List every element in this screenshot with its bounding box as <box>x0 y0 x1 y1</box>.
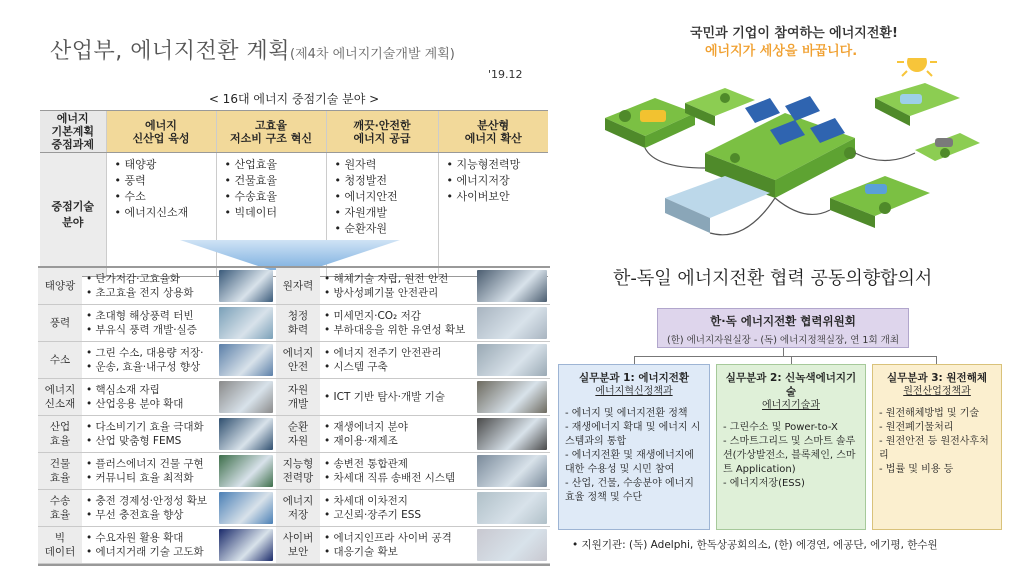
tech-item: • 부유식 풍력 개발·실증 <box>86 323 197 337</box>
tech-label-text: 에너지 안전 <box>282 347 314 373</box>
tech-photo-thumbnail <box>219 418 273 450</box>
tech-label-text: 순환 자원 <box>287 421 309 447</box>
working-group-1 <box>558 364 710 530</box>
areas-header-4 <box>438 111 548 153</box>
tech-label <box>38 490 82 527</box>
tech-item: • 커뮤니티 효율 최적화 <box>86 471 194 485</box>
tech-items <box>320 342 474 379</box>
tech-photo <box>474 342 550 379</box>
tech-item: • 차세대 이차전지 <box>324 494 408 508</box>
tech-item: • 재생에너지 분야 <box>324 420 408 434</box>
tech-item: • 충전 경제성·안정성 확보 <box>86 494 207 508</box>
areas-cell-list <box>447 157 545 205</box>
areas-header-4-text: 분산형 에너지 확산 <box>464 118 522 145</box>
tech-label-text: 빅 데이터 <box>44 532 76 558</box>
tech-photo <box>216 342 276 379</box>
areas-cell-item: • 자원개발 <box>335 205 434 221</box>
tech-label-text: 수소 <box>49 354 71 366</box>
tech-photo-thumbnail <box>477 492 547 524</box>
tech-label-text: 산업 효율 <box>49 421 71 447</box>
tech-item: • 차세대 직류 송배전 시스템 <box>324 471 455 485</box>
areas-cell-list <box>335 157 434 237</box>
tech-item: • 운송, 효율·내구성 향상 <box>86 360 200 374</box>
tech-item: • 그린 수소, 대용량 저장· <box>86 346 204 360</box>
tech-item: • 미세먼지·CO₂ 저감 <box>324 309 421 323</box>
working-group-dept: 에너지기술과 <box>762 400 820 411</box>
tech-label-text: 지능형 전력망 <box>282 458 314 484</box>
areas-cell-item: • 에너지안전 <box>335 189 434 205</box>
tech-label-text: 에너지 신소재 <box>44 384 76 410</box>
tech-label-text: 풍력 <box>49 317 71 329</box>
tech-photo <box>216 305 276 342</box>
tech-photo <box>474 490 550 527</box>
tech-items <box>320 453 474 490</box>
tech-item: • 고신뢰·장주기 ESS <box>324 508 421 522</box>
tech-items <box>320 305 474 342</box>
tech-photo <box>474 453 550 490</box>
tech-label <box>276 527 320 564</box>
energy-transition-illustration <box>585 58 985 250</box>
areas-header-2 <box>216 111 326 153</box>
page-title-main: 산업부, 에너지전환 계획 <box>50 39 291 64</box>
tech-item: • 부하대응을 위한 유연성 확보 <box>324 323 465 337</box>
car-icon <box>865 184 887 194</box>
connector-line <box>634 356 937 357</box>
tech-label <box>38 453 82 490</box>
tech-label <box>38 342 82 379</box>
tech-label <box>276 416 320 453</box>
tech-item: • 다소비기기 효율 극대화 <box>86 420 204 434</box>
areas-cell-item: • 원자력 <box>335 157 434 173</box>
areas-header-0 <box>40 111 106 153</box>
tech-photo-thumbnail <box>219 344 273 376</box>
tech-items <box>82 305 216 342</box>
areas-cell-list <box>225 157 322 221</box>
tech-item: • 대응기술 확보 <box>324 545 398 559</box>
tech-photo-thumbnail <box>219 492 273 524</box>
working-group-title: 실무분과 2: 신녹색에너지기술 <box>725 372 857 398</box>
tech-label <box>38 268 82 305</box>
areas-cell-item: • 수소 <box>115 189 212 205</box>
wind-turbines <box>785 58 831 103</box>
tech-label <box>276 490 320 527</box>
areas-cell-3 <box>438 153 548 277</box>
areas-header-1 <box>106 111 216 153</box>
tech-label <box>38 305 82 342</box>
areas-cell-item: • 순환자원 <box>335 221 434 237</box>
areas-cell-item: • 빅데이터 <box>225 205 322 221</box>
tech-photo <box>474 305 550 342</box>
tech-items <box>82 527 216 564</box>
sun-icon <box>897 58 937 76</box>
car-icon <box>900 94 922 104</box>
tech-photo <box>216 490 276 527</box>
connector-line <box>634 356 635 364</box>
banner-line-1: 국민과 기업이 참여하는 에너지전환! <box>690 26 898 41</box>
working-group-2 <box>716 364 866 530</box>
tech-item: • 에너지거래 기술 고도화 <box>86 545 204 559</box>
tech-photo-thumbnail <box>477 418 547 450</box>
tech-label <box>276 379 320 416</box>
tech-items <box>320 490 474 527</box>
tech-photo-thumbnail <box>477 344 547 376</box>
support-agencies-note: • 지원기관: (독) Adelphi, 한독상공회의소, (한) 에경연, 에공단, 에기평, 한수원 <box>572 539 938 551</box>
tech-label <box>38 416 82 453</box>
car-icon <box>935 138 953 147</box>
tech-item: • 산업 맞춤형 FEMS <box>86 434 181 448</box>
banner-line-2: 에너지가 세상을 바꿉니다. <box>705 44 858 59</box>
tech-item: • 플러스에너지 건물 구현 <box>86 457 204 471</box>
tech-photo-thumbnail <box>219 381 273 413</box>
working-group-items: - 원전해체방법 및 기술 - 원전폐기물처리 - 원전안전 등 원전사후처리 - 법률 및 비용 등 <box>879 408 989 475</box>
tech-photo-thumbnail <box>477 529 547 561</box>
tech-photo <box>474 416 550 453</box>
areas-cell-item: • 건물효율 <box>225 173 322 189</box>
tech-label-text: 사이버 보안 <box>282 532 314 558</box>
tech-item: • 해체기술 자립, 원전 안전 <box>324 272 448 286</box>
page-title <box>50 34 455 65</box>
tech-label <box>38 379 82 416</box>
tech-item: • 초고효율 전지 상용화 <box>86 286 194 300</box>
tech-photo-thumbnail <box>219 529 273 561</box>
tech-photo-thumbnail <box>477 307 547 339</box>
tech-label-text: 자원 개발 <box>287 384 309 410</box>
areas-cell-item: • 청정발전 <box>335 173 434 189</box>
areas-cell-item: • 수송효율 <box>225 189 322 205</box>
tech-item: • 에너지인프라 사이버 공격 <box>324 531 452 545</box>
working-group-title: 실무분과 3: 원전해체 <box>887 372 987 384</box>
tech-label <box>276 342 320 379</box>
tech-items <box>82 342 216 379</box>
areas-row-label-text: 중점기술 분야 <box>51 199 94 229</box>
areas-cell-item: • 사이버보안 <box>447 189 545 205</box>
working-group-items: - 에너지 및 에너지전환 정책 - 재생에너지 확대 및 에너지 시스템과의 통합 - 에너지전환 및 재생에너지에 대한 수용성 및 시민 참여 - 산업, 건물, 수송분야 에너지 효율 정책 및 수단 <box>565 408 701 503</box>
connector-line <box>783 348 784 356</box>
tech-label-text: 건물 효율 <box>49 458 71 484</box>
declaration-title: 한-독일 에너지전환 협력 공동의향합의서 <box>613 268 933 289</box>
tech-label-text: 원자력 <box>282 280 314 292</box>
tech-item: • 방사성폐기물 안전관리 <box>324 286 438 300</box>
tech-item: • 재이용·재제조 <box>324 434 398 448</box>
tech-items <box>82 453 216 490</box>
tech-item: • 시스템 구축 <box>324 360 388 374</box>
tech-photo-thumbnail <box>219 270 273 302</box>
tech-items <box>320 527 474 564</box>
tech-label <box>276 305 320 342</box>
areas-cell-item: • 지능형전력망 <box>447 157 545 173</box>
tech-label-text: 수송 효율 <box>49 495 71 521</box>
tech-photo-thumbnail <box>477 270 547 302</box>
connector-line <box>936 356 937 364</box>
working-group-3 <box>872 364 1002 530</box>
tech-label-text: 태양광 <box>44 280 76 292</box>
tech-items <box>320 379 474 416</box>
tech-item: • 핵심소재 자립 <box>86 383 160 397</box>
tech-photo-thumbnail <box>477 381 547 413</box>
tech-photo <box>216 268 276 305</box>
working-group-dept: 원전산업정책과 <box>903 386 971 397</box>
tech-item: • 수요자원 활용 확대 <box>86 531 183 545</box>
working-group-dept: 에너지혁신정책과 <box>595 386 673 397</box>
working-group-items: - 그린수소 및 Power-to-X - 스마트그리드 및 스마트 솔루션(가상발전소, 블록체인, 스마트 Application) - 에너지저장(ESS) <box>723 422 856 489</box>
areas-table-header <box>40 111 548 153</box>
tech-item: • 송변전 통합관제 <box>324 457 408 471</box>
committee-box <box>657 308 909 348</box>
tech-label-text: 청정 화력 <box>287 310 309 336</box>
tech-item: • 초대형 해상풍력 터빈 <box>86 309 194 323</box>
areas-cell-item: • 산업효율 <box>225 157 322 173</box>
areas-header-2-text: 고효율 저소비 구조 혁신 <box>229 118 313 145</box>
tech-grid <box>38 266 550 566</box>
areas-cell-item: • 에너지저장 <box>447 173 545 189</box>
tech-label <box>38 527 82 564</box>
areas-cell-list <box>115 157 212 221</box>
tech-photo-thumbnail <box>477 455 547 487</box>
committee-subtitle: (한) 에너지자원실장 - (독) 에너지정책실장, 연 1회 개최 <box>667 335 899 346</box>
tech-photo <box>474 379 550 416</box>
car-icon <box>640 110 666 122</box>
tech-label <box>276 268 320 305</box>
areas-row-label <box>40 153 106 277</box>
tech-items <box>320 416 474 453</box>
tech-label-text: 에너지 저장 <box>282 495 314 521</box>
tech-item: • 산업응용 분야 확대 <box>86 397 183 411</box>
tech-items <box>82 268 216 305</box>
page-title-sub: (제4차 에너지기술개발 계획) <box>290 47 455 62</box>
tech-items <box>320 268 474 305</box>
tech-item: • ICT 기반 탐사·개발 기술 <box>324 390 445 404</box>
areas-cell-item: • 태양광 <box>115 157 212 173</box>
page-date: '19.12 <box>488 68 523 81</box>
areas-header-3 <box>326 111 438 153</box>
areas-header-1-text: 에너지 신산업 육성 <box>132 118 190 145</box>
areas-header-0-text: 에너지 기본계획 중점과제 <box>51 112 94 151</box>
tech-photo <box>216 379 276 416</box>
committee-title: 한·독 에너지전환 협력위원회 <box>710 314 856 328</box>
tech-item: • 에너지 전주기 안전관리 <box>324 346 442 360</box>
tech-label <box>276 453 320 490</box>
tech-items <box>82 379 216 416</box>
tech-photo <box>474 268 550 305</box>
tech-photo-thumbnail <box>219 307 273 339</box>
areas-header-3-text: 깨끗·안전한 에너지 공급 <box>353 118 411 145</box>
tech-photo <box>216 416 276 453</box>
tech-photo-thumbnail <box>219 455 273 487</box>
tech-photo <box>216 453 276 490</box>
connector-line <box>791 356 792 364</box>
tech-items <box>82 416 216 453</box>
areas-cell-item: • 풍력 <box>115 173 212 189</box>
areas-table-caption: < 16대 에너지 중점기술 분야 > <box>208 92 380 106</box>
tech-item: • 무선 충전효율 향상 <box>86 508 183 522</box>
tech-photo <box>216 527 276 564</box>
tech-photo <box>474 527 550 564</box>
tech-items <box>82 490 216 527</box>
areas-cell-item: • 에너지신소재 <box>115 205 212 221</box>
working-group-title: 실무분과 1: 에너지전환 <box>578 372 690 384</box>
tech-item: • 단가저감·고효율화 <box>86 272 180 286</box>
